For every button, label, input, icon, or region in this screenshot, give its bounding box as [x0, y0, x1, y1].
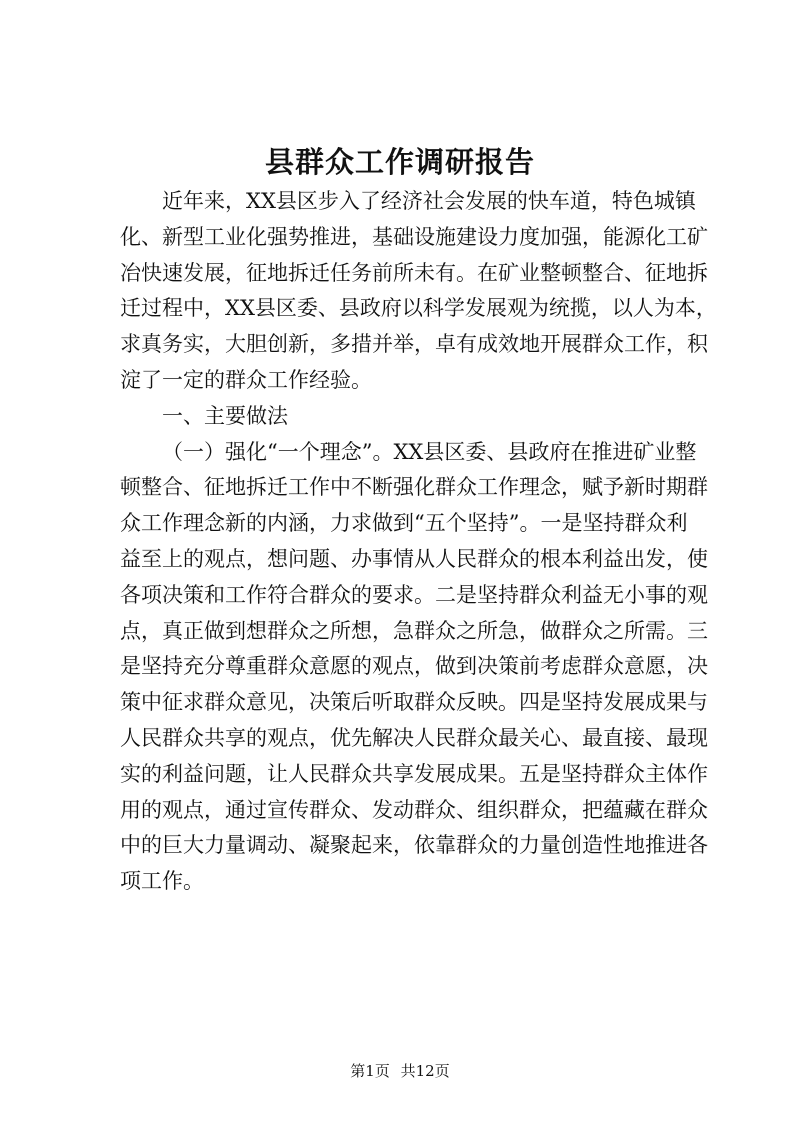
paragraph-line: 是坚持充分尊重群众意愿的观点，做到决策前考虑群众意愿，决	[120, 654, 708, 679]
paragraph-line: 迁过程中，XX县区委、县政府以科学发展观为统揽，以人为本，	[120, 296, 717, 321]
document-title: 县群众工作调研报告	[264, 145, 535, 179]
paragraph-line: 人民群众共享的观点，优先解决人民群众最关心、最直接、最现	[120, 725, 708, 750]
paragraph-line: 益至上的观点，想问题、办事情从人民群众的根本利益出发，使	[120, 546, 708, 571]
page-footer	[0, 1060, 800, 1081]
page-total: 共12页	[400, 1062, 450, 1080]
paragraph-line: 化、新型工业化强势推进，基础设施建设力度加强，能源化工矿	[120, 224, 708, 249]
paragraph-line: 淀了一定的群众工作经验。	[120, 367, 372, 392]
paragraph-line: 各项决策和工作符合群众的要求。二是坚持群众利益无小事的观	[120, 582, 708, 607]
section-heading: 一、主要做法	[162, 403, 288, 428]
paragraph-line: 中的巨大力量调动、凝聚起来，依靠群众的力量创造性地推进各	[120, 833, 708, 858]
paragraph-line: 求真务实，大胆创新，多措并举，卓有成效地开展群众工作，积	[120, 332, 708, 357]
paragraph-line: 点，真正做到想群众之所想，急群众之所急，做群众之所需。三	[120, 618, 708, 643]
paragraph-line: 项工作。	[120, 869, 204, 894]
paragraph-line: 策中征求群众意见，决策后听取群众反映。四是坚持发展成果与	[120, 690, 708, 715]
paragraph-line: 近年来，XX县区步入了经济社会发展的快车道，特色城镇	[162, 189, 696, 213]
paragraph-line: 实的利益问题，让人民群众共享发展成果。五是坚持群众主体作	[120, 761, 708, 786]
paragraph-line: 众工作理念新的内涵，力求做到“五个坚持”。一是坚持群众利	[120, 511, 688, 536]
paragraph-line: 用的观点，通过宣传群众、发动群众、组织群众，把蕴藏在群众	[120, 797, 708, 822]
page-number: 第1页	[350, 1062, 390, 1080]
document-body	[120, 184, 717, 900]
paragraph-line: 冶快速发展，征地拆迁任务前所未有。在矿业整顿整合、征地拆	[120, 260, 708, 285]
paragraph-line: （一）强化“一个理念”。XX县区委、县政府在推进矿业整	[162, 439, 697, 464]
paragraph-line: 顿整合、征地拆迁工作中不断强化群众工作理念，赋予新时期群	[120, 475, 708, 500]
